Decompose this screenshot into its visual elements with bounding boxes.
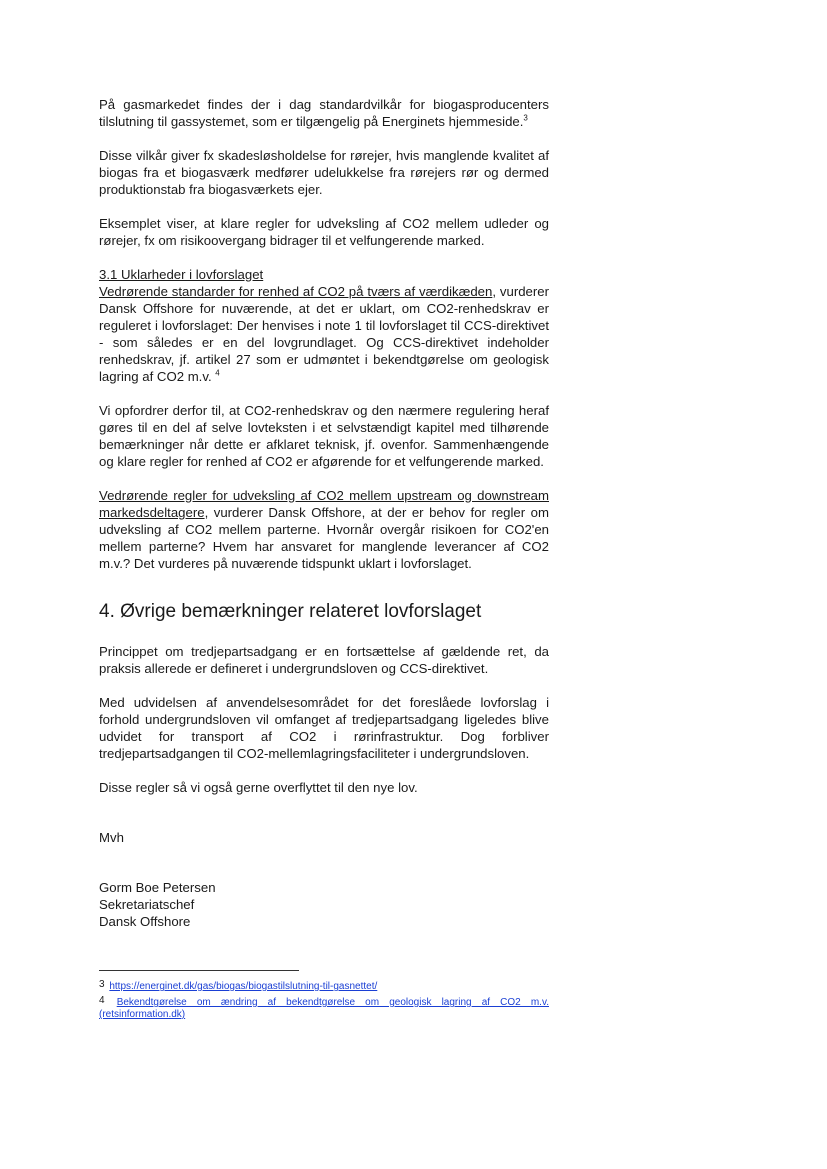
closing-block — [99, 829, 549, 930]
footnotes — [99, 970, 549, 1023]
paragraph-example: Eksemplet viser, at klare regler for udveksling af CO2 mellem udleder og rørejer, fx om risikoovergang bidrager til et velfungerende marked. — [99, 216, 549, 248]
document-body — [99, 96, 549, 930]
paragraph-transfer-rules: Disse regler så vi også gerne overflyttet til den nye lov. — [99, 780, 418, 795]
paragraph-third-party-access: Princippet om tredjepartsadgang er en fortsættelse af gældende ret, da praksis allerede er defineret i undergrundsloven og CCS-direktivet. — [99, 644, 549, 676]
paragraph-indemnity: Disse vilkår giver fx skadesløsholdelse for rørejer, hvis manglende kvalitet af biogas fra et biogasværk medfører udelukkelse fra rørejers rør og dermed produktionstab fra biogasværkets ejer. — [99, 148, 549, 197]
paragraph-scope-extension: Med udvidelsen af anvendelsesområdet for det foreslåede lovforslag i forhold undergrundsloven vil omfanget af tredjepartsadgang ligeledes blive udvidet for transport af CO2 i rørinfrastruktur. Dog forbliver tredjepartsadgangen til CO2-mellemlagringsfaciliteter i undergrundsloven. — [99, 695, 549, 761]
footnote-ref-3[interactable]: 3 — [523, 113, 528, 123]
signer-title: Sekretariatschef — [99, 897, 195, 912]
signer-organization: Dansk Offshore — [99, 914, 191, 929]
footnote-4-link[interactable]: Bekendtgørelse om ændring af bekendtgørelse om geologisk lagring af CO2 m.v. (retsinformation.dk) — [99, 997, 549, 1020]
footnote-divider — [99, 970, 299, 971]
footnote-3 — [99, 979, 549, 993]
paragraph-recommendation: Vi opfordrer derfor til, at CO2-renhedskrav og den nærmere regulering heraf gøres til en del af selve lovteksten i et selvstændigt kapitel med tilhørende bemærkninger når dette er afklaret teknisk, jf. ovenfor. Sammenhængende og klare regler for renhed af CO2 er afgørende for et velfungerende marked. — [99, 403, 549, 469]
underlined-lead: Vedrørende standarder for renhed af CO2 på tværs af værdikæden — [99, 284, 493, 299]
paragraph-exchange-rules: Vedrørende regler for udveksling af CO2 mellem upstream og downstream markedsdeltagere, vurderer Dansk Offshore, at der er behov for regler om udveksling af CO2 mellem parterne. Hvornår overgår risikoen for CO2'en mellem parterne? Hvem har ansvaret for manglende leverancer af CO2 m.v.? Det vurderes på nuværende tidspunkt uklart i lovforslaget. — [99, 488, 549, 571]
underlined-lead: Vedrørende regler for udveksling af CO2 mellem upstream og downstream markedsdeltagere — [99, 488, 549, 520]
footnote-number: 4 — [99, 995, 105, 1006]
section-4-heading: 4. Øvrige bemærkninger relateret lovforslaget — [99, 601, 482, 622]
section-3-1 — [99, 266, 549, 385]
footnote-ref-4[interactable]: 4 — [215, 368, 220, 378]
greeting: Mvh — [99, 830, 124, 845]
footnote-4 — [99, 995, 549, 1021]
footnote-3-link[interactable]: https://energinet.dk/gas/biogas/biogastilslutning-til-gasnettet/ — [109, 981, 378, 992]
footnote-number: 3 — [99, 979, 105, 990]
paragraph-purity-standards: Vedrørende standarder for renhed af CO2 på tværs af værdikæden, vurderer Dansk Offshore for nuværende, at det er uklart, om CO2-renhedskrav er reguleret i lovforslaget: Der henvises i note 1 til lovforslaget til CCS-direktivet - som således er en del lovgrundlaget. Og CCS-direktivet indeholder renhedskrav, jf. artikel 27 som er udmøntet i bekendtgørelse om geologisk lagring af CO2 m.v. $^4$ — [99, 284, 550, 384]
signer-name: Gorm Boe Petersen — [99, 880, 216, 895]
paragraph-biogas-terms: På gasmarkedet findes der i dag standardvilkår for biogasproducenters tilslutning til gassystemet, som er tilgængelig på Energinets hjemmeside.$^3$ — [99, 97, 549, 129]
section-3-1-heading: 3.1 Uklarheder i lovforslaget — [99, 267, 264, 282]
